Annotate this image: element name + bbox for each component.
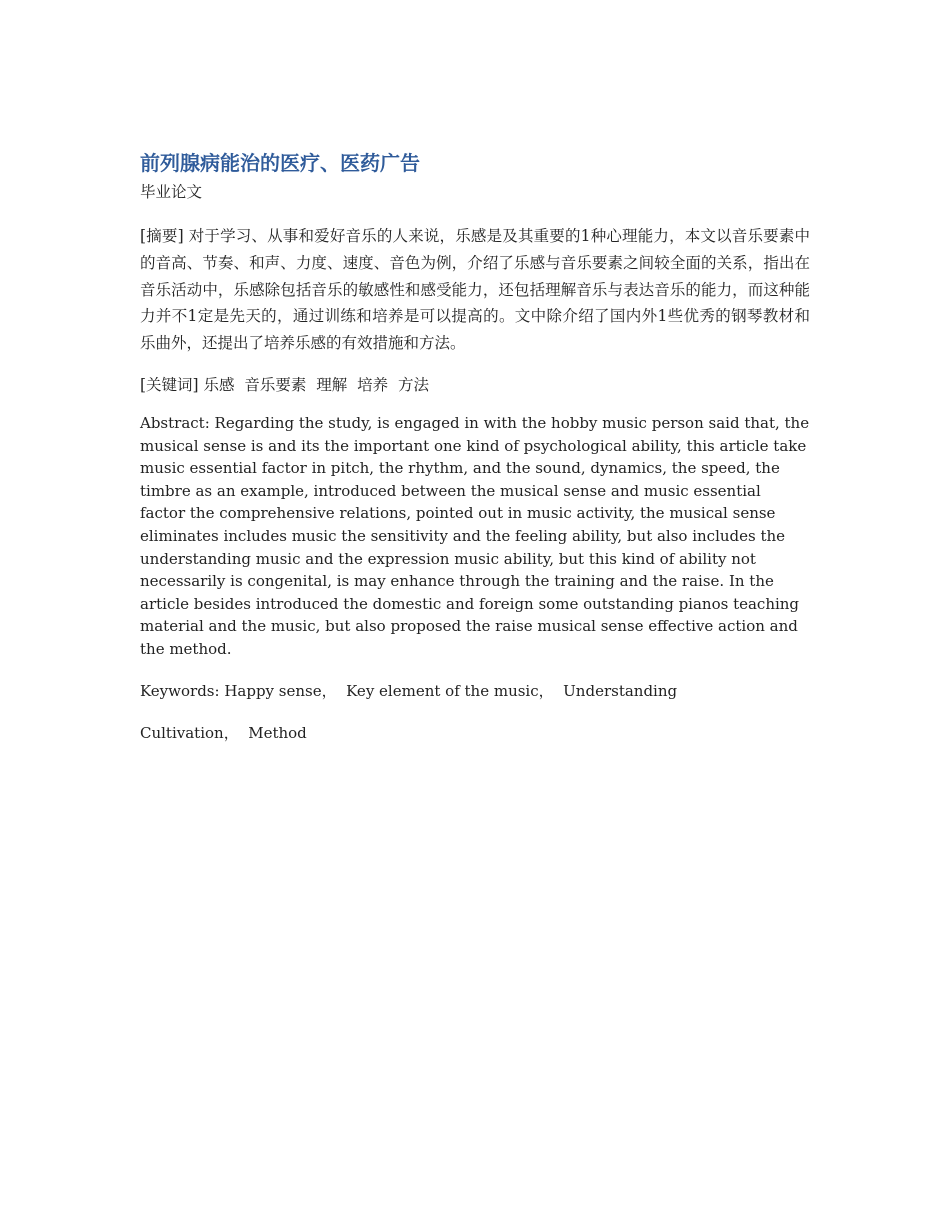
english-keywords-line-1: Keywords: Happy sense， Key element of the music， Understanding [140,681,678,700]
document-title: 前列腺病能治的医疗、医药广告 [140,151,420,175]
chinese-keywords: [关键词] 乐感 音乐要素 理解 培养 方法 [140,375,429,394]
english-keywords-line-2: Cultivation， Method [140,723,307,742]
document-subtitle: 毕业论文 [140,183,203,201]
english-abstract: Abstract: Regarding the study, is engaged in with the hobby music person said that, the musical sense is and its the important one kind of psychological ability, this article take music essential factor in pitch, the rhythm, and the sound, dynamics, the speed, the timbre as an example, introduced between the musical sense and music essential factor the comprehensive relations, pointed out in music activity, the musical sense eliminates includes music the sensitivity and the feeling ability, but also includes the understanding music and the expression music ability, but this kind of ability not necessarily is congenital, is may enhance through the training and the raise. In the article besides introduced the domestic and foreign some outstanding pianos teaching material and the music, but also proposed the raise musical sense effective action and the method. [140,413,810,658]
document-page [140,148,810,744]
chinese-abstract: [摘要] 对于学习、从事和爱好音乐的人来说，乐感是及其重要的1种心理能力，本文以音乐要素中的音高、节奏、和声、力度、速度、音色为例，介绍了乐感与音乐要素之间较全面的关系，指出在音乐活动中，乐感除包括音乐的敏感性和感受能力，还包括理解音乐与表达音乐的能力，而这种能力并不1定是先天的，通过训练和培养是可以提高的。文中除介绍了国内外1些优秀的钢琴教材和乐曲外，还提出了培养乐感的有效措施和方法。 [140,227,810,353]
